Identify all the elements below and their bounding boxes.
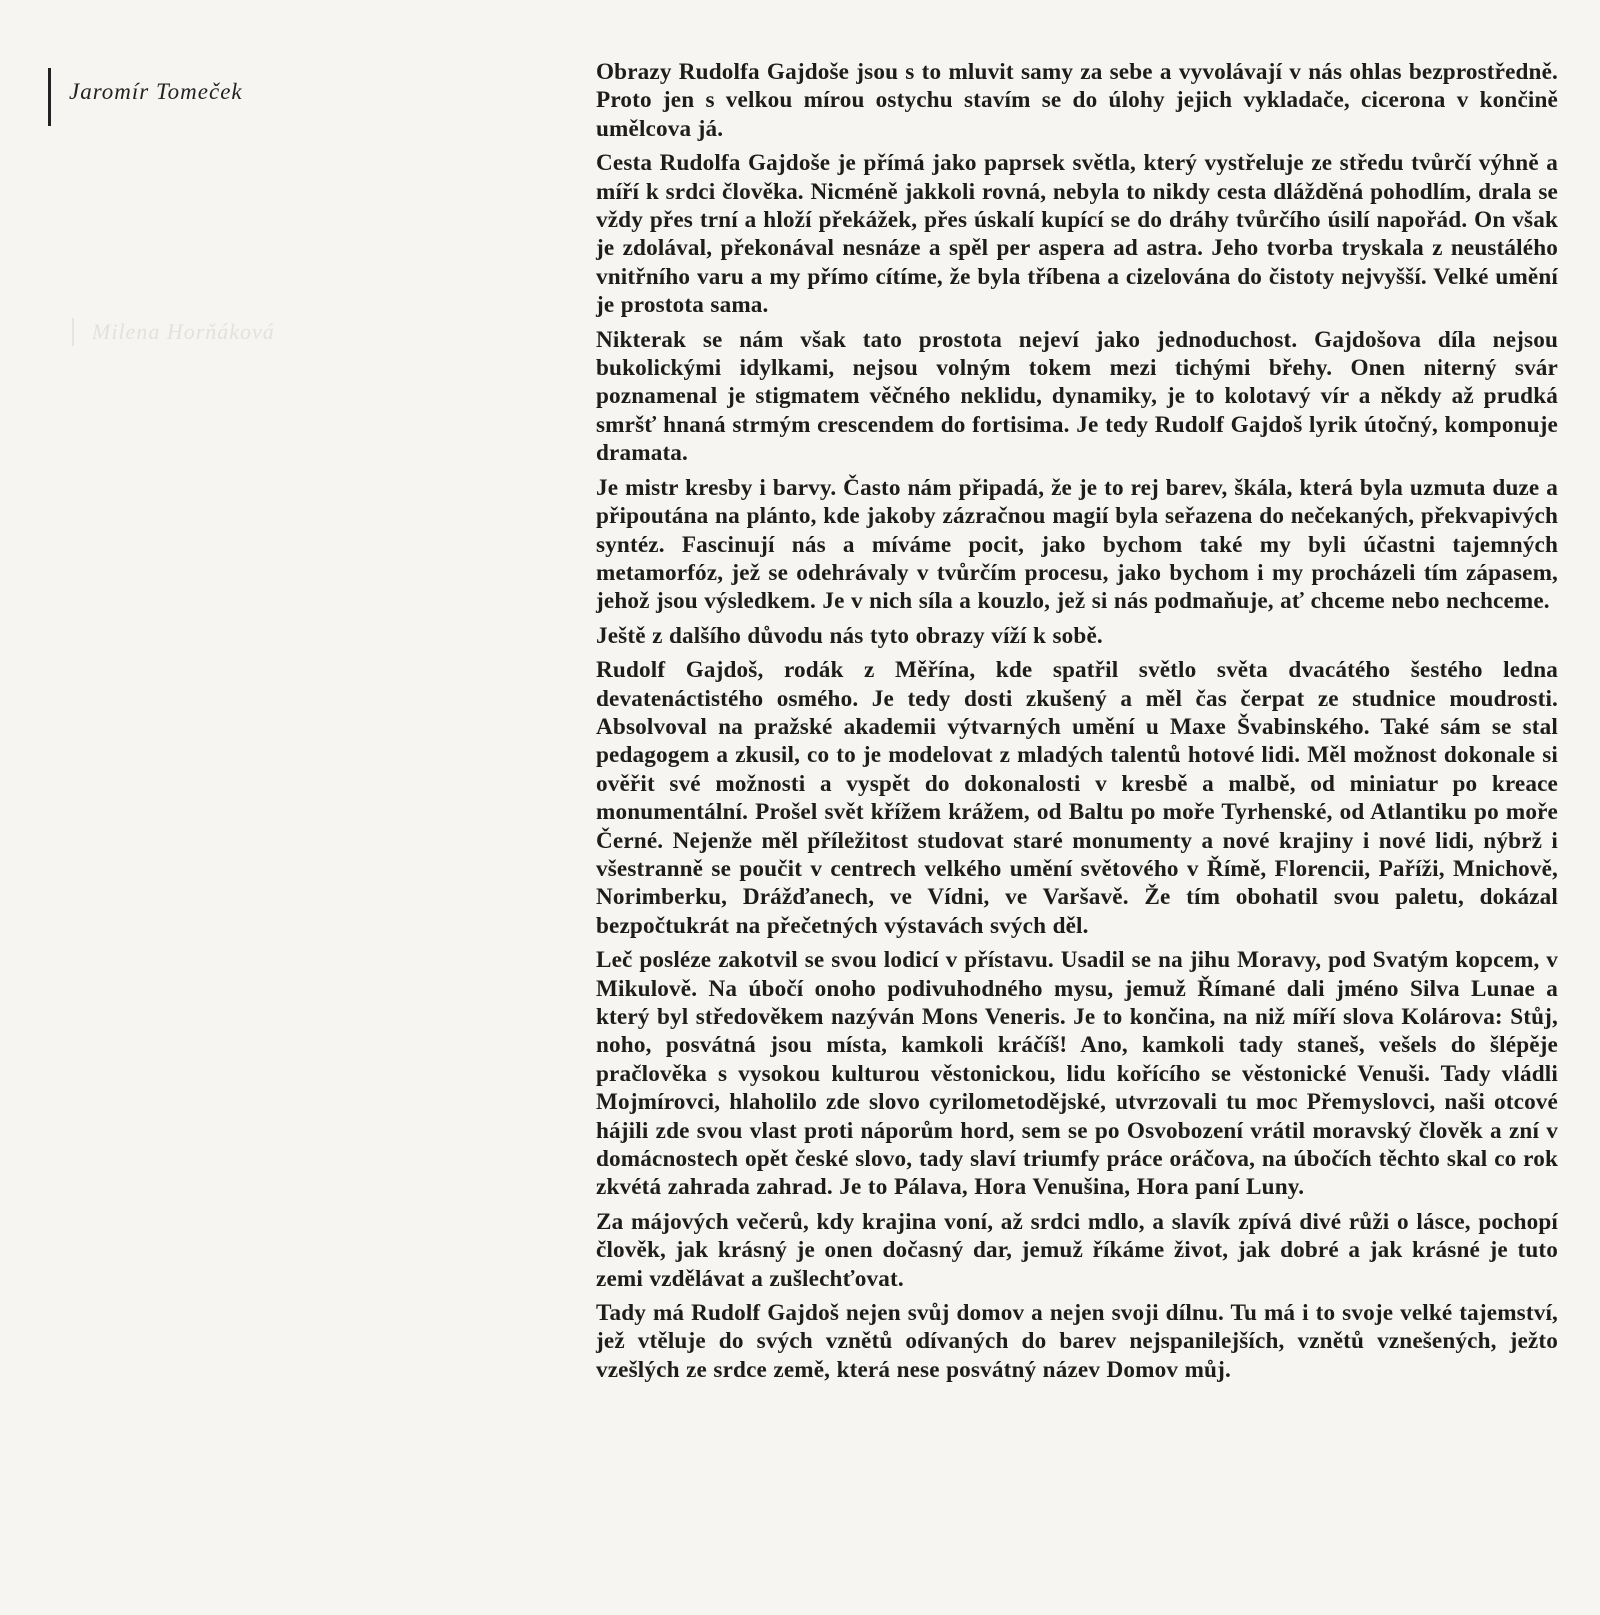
show-through-text: Milena Horňáková [72, 318, 275, 346]
paragraph: Ještě z dalšího důvodu nás tyto obrazy víží k sobě. [596, 622, 1103, 649]
paragraph: Je mistr kresby i barvy. Často nám připadá, že je to rej barev, škála, která byla uzmuta duze a připoutána na plánto, kde jakoby zázračnou magií byla seřazena do nečekaných, překvapivých syntéz. Fascinují nás a míváme pocit, jako bychom také my byli účastni tajemných metamorfóz, jež se odehrávaly v tvůrčím procesu, jako bychom i my procházeli tím zápasem, jehož jsou výsledkem. Je v nich síla a kouzlo, jež si nás podmaňuje, ať chceme nebo nechceme. [596, 474, 1558, 615]
paragraph: Cesta Rudolfa Gajdoše je přímá jako paprsek světla, který vystřeluje ze středu tvůrčí výhně a míří k srdci člověka. Nicméně jakkoli rovná, nebyla to nikdy cesta dlážděná pohodlím, drala se vždy přes trní a hloží překážek, přes úskalí kupící se do dráhy tvůrčího úsilí napořád. On však je zdolával, překonával nesnáze a spěl per aspera ad astra. Jeho tvorba tryskala z neustálého vnitřního varu a my přímo cítíme, že byla tříbena a cizelována do čistoty nejvyšší. Velké umění je prostota sama. [596, 150, 1558, 319]
paragraph: Rudolf Gajdoš, rodák z Měřína, kde spatřil světlo světa dvacátého šestého ledna devatenáctistého osmého. Je tedy dosti zkušený a měl čas čerpat ze studnice moudrosti. Absolvoval na pražské akademii výtvarných umění u Maxe Švabinského. Také sám se stal pedagogem a zkusil, co to je modelovat z mladých talentů hotové lidi. Měl možnost dokonale si ověřit své možnosti a vyspět do dokonalosti v kresbě a malbě, od miniatur po kreace monumentální. Prošel svět křížem krážem, od Baltu po moře Tyrhenské, od Atlantiku po moře Černé. Nejenže měl příležitost studovat staré monumenty a nové krajiny i nové lidi, nýbrž i všestranně se poučit v centrech velkého umění světového v Římě, Florencii, Paříži, Mnichově, Norimberku, Drážďanech, ve Vídni, ve Varšavě. Že tím obohatil svou paletu, dokázal bezpočtukrát na přečetných výstavách svých děl. [596, 657, 1558, 939]
paragraph: Tady má Rudolf Gajdoš nejen svůj domov a nejen svoji dílnu. Tu má i to svoje velké tajemství, jež vtěluje do svých vznětů odívaných do barev nejspanilejších, vznětů vznešených, ježto vzešlých ze srdce země, která nese posvátný název Domov můj. [596, 1300, 1558, 1383]
paragraph: Za májových večerů, kdy krajina voní, až srdci mdlo, a slavík zpívá divé růži o lásce, pochopí člověk, jak krásný je onen dočasný dar, jemuž říkáme život, jak dobré a jak krásné je tuto zemi vzdělávat a zušlechťovat. [596, 1208, 1558, 1292]
paragraph: Leč posléze zakotvil se svou lodicí v přístavu. Usadil se na jihu Moravy, pod Svatým kopcem, v Mikulově. Na úbočí onoho podivuhodného mysu, jemuž Římané dali jméno Silva Lunae a který byl středověkem nazýván Mons Veneris. Je to končina, na niž míří slova Kolárova: Stůj, noho, posvátná jsou místa, kamkoli kráčíš! Ano, kamkoli tady staneš, vešels do šlépěje pračlověka s vysokou kulturou věstonickou, lidu kořícího se věstonické Venuši. Tady vládli Mojmírovci, hlaholilo zde slovo cyrilometodějské, utvrzovali tu moc Přemyslovci, naši otcové hájili zde svou vlast proti náporům hord, sem se po Osvobození vrátil moravský člověk a zní v domácnostech opět české slovo, tady slaví triumfy práce oráčova, na úbočích těchto skal co rok zkvétá zahrada zahrad. Je to Pálava, Hora Venušina, Hora paní Luny. [596, 947, 1558, 1201]
article-body [596, 58, 1558, 1390]
paragraph: Obrazy Rudolfa Gajdoše jsou s to mluvit samy za sebe a vyvolávají v nás ohlas bezprostředně. Proto jen s velkou mírou ostychu stavím se do úlohy jejich vykladače, cicerona v končině umělcova já. [596, 59, 1558, 142]
author-name: Jaromír Tomeček [69, 79, 243, 104]
author-heading [48, 68, 243, 126]
paragraph: Nikterak se nám však tato prostota nejeví jako jednoduchost. Gajdošova díla nejsou bukolickými idylkami, nejsou volným tokem mezi tichými břehy. Onen niterný svár poznamenal je stigmatem věčného neklidu, dynamiky, je to kolotavý vír a někdy až prudká smršť hnaná strmým crescendem do fortisima. Je tedy Rudolf Gajdoš lyrik útočný, komponuje dramata. [596, 326, 1558, 467]
